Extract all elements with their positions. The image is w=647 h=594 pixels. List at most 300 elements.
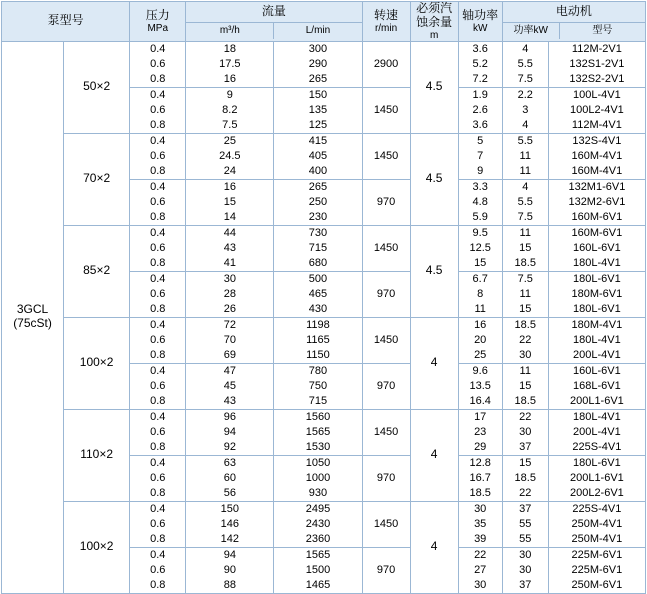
header-pump-model xyxy=(2,2,130,42)
flow-lmin-cell xyxy=(274,409,362,455)
flow-m3h-cell xyxy=(186,225,274,271)
flow-lmin-cell-value: 405 xyxy=(308,149,328,162)
flow-lmin-cell-value: 290 xyxy=(308,57,328,70)
shaft-power-cell xyxy=(458,225,502,271)
pump-model-cell: 110×2 xyxy=(64,409,130,501)
pressure-cell-value: 0.6 xyxy=(150,57,166,70)
pressure-cell-value: 0.4 xyxy=(150,226,166,239)
flow-m3h-cell-value: 96 xyxy=(223,410,236,423)
flow-lmin-cell-value: 1530 xyxy=(305,440,331,453)
flow-m3h-cell xyxy=(186,179,274,225)
flow-m3h-cell xyxy=(186,41,274,87)
motor-model-cell-value: 112M-2V1 xyxy=(571,42,622,55)
motor-model-cell-value: 100L2-4V1 xyxy=(569,103,624,116)
header-flow xyxy=(186,2,362,42)
table-row xyxy=(2,133,646,179)
header-motor-model: 型号 xyxy=(592,24,613,36)
flow-m3h-cell-value: 16 xyxy=(223,180,236,193)
shaft-power-cell-value: 16 xyxy=(474,318,487,331)
motor-model-cell xyxy=(548,133,645,179)
pressure-cell-value: 0.8 xyxy=(150,486,166,499)
motor-power-cell xyxy=(502,317,548,363)
motor-power-cell-value: 30 xyxy=(519,425,532,438)
pressure-cell-value: 0.6 xyxy=(150,333,166,346)
flow-lmin-cell-value: 400 xyxy=(308,164,328,177)
flow-m3h-cell xyxy=(186,363,274,409)
motor-model-cell-value: 132M2-6V1 xyxy=(568,195,626,208)
flow-m3h-cell-value: 17.5 xyxy=(219,57,241,70)
motor-power-cell-value: 30 xyxy=(519,348,532,361)
pump-model-cell: 100×2 xyxy=(64,501,130,593)
flow-lmin-cell-value: 715 xyxy=(308,394,328,407)
shaft-power-cell-value: 5 xyxy=(477,134,484,147)
flow-m3h-cell-value: 70 xyxy=(223,333,236,346)
pressure-cell-value: 0.4 xyxy=(150,42,166,55)
shaft-power-cell-value: 3.3 xyxy=(472,180,488,193)
flow-m3h-cell-value: 16 xyxy=(223,72,236,85)
motor-power-cell-value: 15 xyxy=(519,241,532,254)
motor-power-cell-value: 5.5 xyxy=(517,195,533,208)
header-npsh-label: 必须汽蚀余量 xyxy=(416,1,453,29)
flow-m3h-cell-value: 94 xyxy=(223,548,236,561)
motor-model-cell-value: 132M1-6V1 xyxy=(568,180,626,193)
pressure-cell-value: 0.4 xyxy=(150,364,166,377)
shaft-power-cell-value: 8 xyxy=(477,287,484,300)
shaft-power-cell-value: 23 xyxy=(474,425,487,438)
motor-power-cell-value: 18.5 xyxy=(514,394,536,407)
motor-model-cell-value: 250M-6V1 xyxy=(571,578,623,591)
pressure-cell-value: 0.8 xyxy=(150,532,166,545)
flow-lmin-cell-value: 1000 xyxy=(305,471,331,484)
motor-model-cell-value: 132S1-2V1 xyxy=(569,57,625,70)
pressure-cell-value: 0.6 xyxy=(150,425,166,438)
motor-power-cell-value: 4 xyxy=(522,42,529,55)
pressure-cell-value: 0.6 xyxy=(150,379,166,392)
pressure-cell-value: 0.4 xyxy=(150,180,166,193)
speed-cell: 1450 xyxy=(362,409,410,455)
motor-power-cell xyxy=(502,363,548,409)
shaft-power-cell-value: 7 xyxy=(477,149,484,162)
pressure-cell xyxy=(130,179,186,225)
pressure-cell xyxy=(130,501,186,547)
speed-cell: 970 xyxy=(362,363,410,409)
flow-lmin-cell-value: 1150 xyxy=(306,348,330,361)
pressure-cell xyxy=(130,455,186,501)
header-pressure xyxy=(130,2,186,42)
flow-m3h-cell-value: 43 xyxy=(223,394,236,407)
motor-model-cell-value: 160M-4V1 xyxy=(571,164,623,177)
motor-power-cell-value: 18.5 xyxy=(514,471,536,484)
flow-m3h-cell-value: 43 xyxy=(223,241,236,254)
flow-lmin-cell-value: 430 xyxy=(308,302,328,315)
header-pump-model-label: 泵型号 xyxy=(47,13,84,28)
shaft-power-cell-value: 30 xyxy=(474,578,487,591)
motor-model-cell-value: 168L-6V1 xyxy=(573,379,621,392)
motor-model-cell xyxy=(548,271,645,317)
pump-model-cell: 70×2 xyxy=(64,133,130,225)
flow-m3h-cell-value: 90 xyxy=(223,563,236,576)
motor-power-cell-value: 55 xyxy=(519,517,532,530)
flow-m3h-cell-value: 41 xyxy=(223,256,236,269)
speed-cell: 1450 xyxy=(362,501,410,547)
flow-m3h-cell-value: 15 xyxy=(223,195,236,208)
motor-model-cell-value: 250M-4V1 xyxy=(571,532,623,545)
flow-lmin-cell-value: 2430 xyxy=(305,517,331,530)
flow-lmin-cell-value: 2360 xyxy=(305,532,331,545)
flow-m3h-cell-value: 63 xyxy=(223,456,236,469)
pressure-cell-value: 0.8 xyxy=(150,348,166,361)
flow-m3h-cell-value: 88 xyxy=(223,578,236,591)
motor-power-cell xyxy=(502,41,548,87)
motor-model-cell xyxy=(548,87,645,133)
motor-power-cell-value: 37 xyxy=(519,578,532,591)
flow-lmin-cell-value: 930 xyxy=(308,486,328,499)
shaft-power-cell xyxy=(458,317,502,363)
shaft-power-cell-value: 6.7 xyxy=(472,272,488,285)
motor-model-cell xyxy=(548,455,645,501)
motor-power-cell-value: 30 xyxy=(519,563,532,576)
flow-lmin-cell xyxy=(274,271,362,317)
flow-m3h-cell-value: 30 xyxy=(223,272,236,285)
motor-power-cell-value: 11 xyxy=(519,287,531,300)
flow-lmin-cell xyxy=(274,87,362,133)
header-shaft-power xyxy=(458,2,502,42)
motor-power-cell xyxy=(502,179,548,225)
flow-lmin-cell-value: 125 xyxy=(308,118,328,131)
pressure-cell-value: 0.6 xyxy=(150,517,166,530)
motor-model-cell xyxy=(548,501,645,547)
flow-lmin-cell xyxy=(274,133,362,179)
npsh-cell: 4 xyxy=(410,501,458,593)
flow-lmin-cell-value: 135 xyxy=(308,103,328,116)
flow-lmin-cell-value: 230 xyxy=(308,210,328,223)
flow-lmin-cell-value: 680 xyxy=(308,256,328,269)
pressure-cell-value: 0.6 xyxy=(150,287,166,300)
pressure-cell-value: 0.6 xyxy=(150,241,166,254)
shaft-power-cell xyxy=(458,501,502,547)
motor-power-cell-value: 30 xyxy=(519,548,532,561)
motor-power-cell-value: 11 xyxy=(519,226,531,239)
shaft-power-cell-value: 15 xyxy=(474,256,487,269)
flow-m3h-cell-value: 92 xyxy=(223,440,236,453)
pressure-cell-value: 0.4 xyxy=(150,88,166,101)
motor-power-cell-value: 18.5 xyxy=(514,256,536,269)
motor-model-cell-value: 160M-6V1 xyxy=(571,210,623,223)
shaft-power-cell-value: 25 xyxy=(474,348,487,361)
flow-m3h-cell xyxy=(186,87,274,133)
flow-m3h-cell-value: 24 xyxy=(223,164,236,177)
flow-m3h-cell-value: 150 xyxy=(220,502,239,515)
motor-model-cell-value: 200L1-6V1 xyxy=(569,471,624,484)
header-flow-unit-m3h: m³/h xyxy=(186,23,274,40)
flow-m3h-cell-value: 8.2 xyxy=(222,103,238,116)
npsh-cell: 4.5 xyxy=(410,225,458,317)
header-motor-label: 电动机 xyxy=(503,3,645,23)
shaft-power-cell-value: 16.4 xyxy=(469,394,491,407)
flow-lmin-cell-value: 1565 xyxy=(305,425,331,438)
flow-m3h-cell xyxy=(186,271,274,317)
flow-lmin-cell xyxy=(274,363,362,409)
flow-lmin-cell-value: 150 xyxy=(308,88,328,101)
pressure-cell-value: 0.4 xyxy=(150,502,166,515)
motor-model-cell-value: 180L-6V1 xyxy=(573,272,621,285)
flow-lmin-cell xyxy=(274,455,362,501)
motor-model-cell-value: 180L-4V1 xyxy=(573,256,621,269)
motor-model-cell-value: 225M-6V1 xyxy=(571,548,623,561)
header-pressure-label: 压力 xyxy=(145,7,170,22)
shaft-power-cell-value: 27 xyxy=(474,563,487,576)
flow-lmin-cell-value: 715 xyxy=(308,241,328,254)
header-pressure-unit: MPa xyxy=(147,22,168,34)
header-shaft-power-label: 轴功率 xyxy=(462,7,499,22)
shaft-power-cell-value: 9.5 xyxy=(472,226,488,239)
flow-m3h-cell-value: 142 xyxy=(220,532,239,545)
motor-power-cell-value: 3 xyxy=(522,103,529,116)
motor-power-cell-value: 5.5 xyxy=(517,57,533,70)
flow-lmin-cell-value: 1165 xyxy=(306,333,330,346)
motor-power-cell-value: 11 xyxy=(519,149,531,162)
shaft-power-cell xyxy=(458,455,502,501)
motor-model-cell-value: 200L2-6V1 xyxy=(569,486,624,499)
shaft-power-cell-value: 22 xyxy=(474,548,487,561)
motor-model-cell xyxy=(548,317,645,363)
flow-m3h-cell-value: 28 xyxy=(223,287,236,300)
pressure-cell xyxy=(130,547,186,593)
series-label-line1: 3GCL xyxy=(16,302,49,317)
shaft-power-cell-value: 30 xyxy=(474,502,487,515)
shaft-power-cell xyxy=(458,363,502,409)
flow-lmin-cell-value: 1500 xyxy=(305,563,331,576)
flow-lmin-cell xyxy=(274,41,362,87)
motor-model-cell-value: 112M-4V1 xyxy=(571,118,622,131)
flow-lmin-cell-value: 1198 xyxy=(306,318,330,331)
shaft-power-cell-value: 11 xyxy=(474,302,486,315)
shaft-power-cell-value: 17 xyxy=(474,410,487,423)
npsh-cell: 4.5 xyxy=(410,133,458,225)
flow-m3h-cell-value: 47 xyxy=(223,364,236,377)
flow-lmin-cell-value: 300 xyxy=(308,42,328,55)
shaft-power-cell-value: 5.2 xyxy=(472,57,488,70)
motor-power-cell xyxy=(502,225,548,271)
shaft-power-cell-value: 7.2 xyxy=(472,72,488,85)
flow-lmin-cell xyxy=(274,225,362,271)
header-flow-label: 流量 xyxy=(186,3,361,23)
flow-lmin-cell-value: 265 xyxy=(308,72,328,85)
pressure-cell-value: 0.8 xyxy=(150,578,166,591)
motor-model-cell-value: 180L-4V1 xyxy=(573,410,621,423)
speed-cell: 1450 xyxy=(362,317,410,363)
pressure-cell-value: 0.4 xyxy=(150,318,166,331)
pressure-cell-value: 0.8 xyxy=(150,256,166,269)
pressure-cell-value: 0.8 xyxy=(150,440,166,453)
pressure-cell-value: 0.8 xyxy=(150,302,166,315)
header-shaft-power-unit: kW xyxy=(472,22,488,34)
motor-power-cell-value: 7.5 xyxy=(517,272,533,285)
flow-lmin-cell xyxy=(274,501,362,547)
flow-m3h-cell-value: 44 xyxy=(223,226,236,239)
motor-model-cell-value: 160L-6V1 xyxy=(573,364,621,377)
flow-lmin-cell-value: 265 xyxy=(308,180,328,193)
flow-lmin-cell-value: 250 xyxy=(308,195,328,208)
flow-lmin-cell-value: 780 xyxy=(308,364,328,377)
motor-power-cell-value: 7.5 xyxy=(517,210,533,223)
motor-model-cell-value: 225S-4V1 xyxy=(572,440,622,453)
flow-m3h-cell xyxy=(186,547,274,593)
motor-power-cell-value: 22 xyxy=(519,333,532,346)
flow-lmin-cell xyxy=(274,179,362,225)
motor-power-cell-value: 5.5 xyxy=(517,134,533,147)
motor-power-cell xyxy=(502,87,548,133)
motor-model-cell xyxy=(548,409,645,455)
motor-power-cell-value: 22 xyxy=(519,410,532,423)
pump-model-cell: 100×2 xyxy=(64,317,130,409)
motor-power-cell xyxy=(502,501,548,547)
shaft-power-cell-value: 9 xyxy=(477,164,484,177)
shaft-power-cell-value: 12.8 xyxy=(469,456,491,469)
header-motor-power: 功率kW xyxy=(503,23,560,40)
shaft-power-cell xyxy=(458,41,502,87)
shaft-power-cell xyxy=(458,179,502,225)
spec-sheet xyxy=(0,1,647,591)
motor-model-cell-value: 100L-4V1 xyxy=(573,88,621,101)
pressure-cell-value: 0.8 xyxy=(150,164,166,177)
flow-m3h-cell-value: 18 xyxy=(223,42,236,55)
motor-model-cell-value: 160M-4V1 xyxy=(571,149,623,162)
motor-power-cell-value: 11 xyxy=(519,364,531,377)
pressure-cell-value: 0.8 xyxy=(150,210,166,223)
shaft-power-cell-value: 20 xyxy=(474,333,487,346)
table-row xyxy=(2,409,646,455)
motor-model-cell-value: 160M-6V1 xyxy=(571,226,623,239)
pressure-cell xyxy=(130,41,186,87)
pressure-cell-value: 0.6 xyxy=(150,103,166,116)
pressure-cell-value: 0.4 xyxy=(150,456,166,469)
motor-power-cell-value: 7.5 xyxy=(517,72,533,85)
shaft-power-cell-value: 3.6 xyxy=(472,42,488,55)
flow-m3h-cell-value: 72 xyxy=(223,318,236,331)
motor-power-cell-value: 11 xyxy=(519,164,531,177)
motor-model-cell xyxy=(548,547,645,593)
speed-cell: 1450 xyxy=(362,225,410,271)
flow-lmin-cell xyxy=(274,317,362,363)
shaft-power-cell-value: 1.9 xyxy=(472,88,488,101)
shaft-power-cell-value: 13.5 xyxy=(469,379,491,392)
table-body xyxy=(2,41,646,593)
speed-cell: 970 xyxy=(362,455,410,501)
shaft-power-cell xyxy=(458,547,502,593)
shaft-power-cell-value: 35 xyxy=(474,517,487,530)
flow-lmin-cell-value: 1050 xyxy=(305,456,331,469)
pump-model-cell: 85×2 xyxy=(64,225,130,317)
speed-cell: 1450 xyxy=(362,87,410,133)
pressure-cell xyxy=(130,87,186,133)
motor-model-cell-value: 160L-6V1 xyxy=(573,241,621,254)
flow-lmin-cell-value: 500 xyxy=(308,272,328,285)
motor-power-cell xyxy=(502,409,548,455)
motor-power-cell xyxy=(502,133,548,179)
shaft-power-cell-value: 4.8 xyxy=(472,195,488,208)
table-row xyxy=(2,225,646,271)
shaft-power-cell-value: 3.6 xyxy=(472,118,488,131)
pressure-cell-value: 0.8 xyxy=(150,72,166,85)
npsh-cell: 4 xyxy=(410,317,458,409)
shaft-power-cell-value: 9.6 xyxy=(472,364,488,377)
motor-model-cell-value: 180M-4V1 xyxy=(571,318,623,331)
header-npsh-unit: m xyxy=(429,29,439,41)
series-label xyxy=(2,41,64,593)
pressure-cell-value: 0.6 xyxy=(150,149,166,162)
pressure-cell xyxy=(130,271,186,317)
motor-power-cell-value: 15 xyxy=(519,456,532,469)
motor-model-cell-value: 132S-4V1 xyxy=(572,134,622,147)
flow-m3h-cell-value: 14 xyxy=(223,210,236,223)
pressure-cell-value: 0.6 xyxy=(150,195,166,208)
shaft-power-cell-value: 18.5 xyxy=(469,486,491,499)
table-row xyxy=(2,501,646,547)
shaft-power-cell-value: 16.7 xyxy=(469,471,491,484)
shaft-power-cell xyxy=(458,409,502,455)
motor-power-cell-value: 2.2 xyxy=(517,88,533,101)
motor-power-cell xyxy=(502,547,548,593)
motor-power-cell-value: 4 xyxy=(522,180,529,193)
motor-model-cell-value: 180L-4V1 xyxy=(573,333,621,346)
flow-m3h-cell xyxy=(186,317,274,363)
flow-m3h-cell-value: 56 xyxy=(223,486,236,499)
motor-power-cell-value: 4 xyxy=(522,118,529,131)
shaft-power-cell-value: 5.9 xyxy=(472,210,488,223)
motor-model-cell xyxy=(548,179,645,225)
motor-power-cell-value: 15 xyxy=(519,379,532,392)
motor-model-cell-value: 180L-6V1 xyxy=(573,302,621,315)
speed-cell: 1450 xyxy=(362,133,410,179)
npsh-cell: 4.5 xyxy=(410,41,458,133)
pressure-cell-value: 0.4 xyxy=(150,548,166,561)
pressure-cell-value: 0.8 xyxy=(150,118,166,131)
motor-model-cell-value: 250M-4V1 xyxy=(571,517,623,530)
table-row xyxy=(2,317,646,363)
speed-cell: 970 xyxy=(362,271,410,317)
flow-m3h-cell-value: 69 xyxy=(223,348,236,361)
pump-model-cell: 50×2 xyxy=(64,41,130,133)
flow-m3h-cell-value: 60 xyxy=(223,471,236,484)
pressure-cell xyxy=(130,363,186,409)
pump-specification-table xyxy=(1,1,646,594)
flow-lmin-cell-value: 465 xyxy=(308,287,328,300)
motor-model-cell-value: 200L-4V1 xyxy=(573,348,621,361)
flow-m3h-cell-value: 24.5 xyxy=(219,149,241,162)
shaft-power-cell xyxy=(458,271,502,317)
motor-power-cell-value: 15 xyxy=(519,302,532,315)
pressure-cell-value: 0.6 xyxy=(150,471,166,484)
pressure-cell-value: 0.4 xyxy=(150,272,166,285)
flow-m3h-cell-value: 25 xyxy=(223,134,236,147)
motor-power-cell xyxy=(502,455,548,501)
header-npsh xyxy=(410,2,458,42)
flow-m3h-cell xyxy=(186,455,274,501)
motor-model-cell xyxy=(548,41,645,87)
motor-model-cell-value: 180M-6V1 xyxy=(571,287,623,300)
speed-cell: 970 xyxy=(362,179,410,225)
shaft-power-cell-value: 39 xyxy=(474,532,487,545)
shaft-power-cell xyxy=(458,87,502,133)
motor-power-cell-value: 22 xyxy=(519,486,532,499)
header-speed-label: 转速 xyxy=(374,7,399,22)
motor-model-cell-value: 225S-4V1 xyxy=(572,502,622,515)
motor-power-cell-value: 55 xyxy=(519,532,532,545)
motor-model-cell xyxy=(548,363,645,409)
flow-m3h-cell-value: 7.5 xyxy=(222,118,238,131)
header-motor xyxy=(502,2,645,42)
